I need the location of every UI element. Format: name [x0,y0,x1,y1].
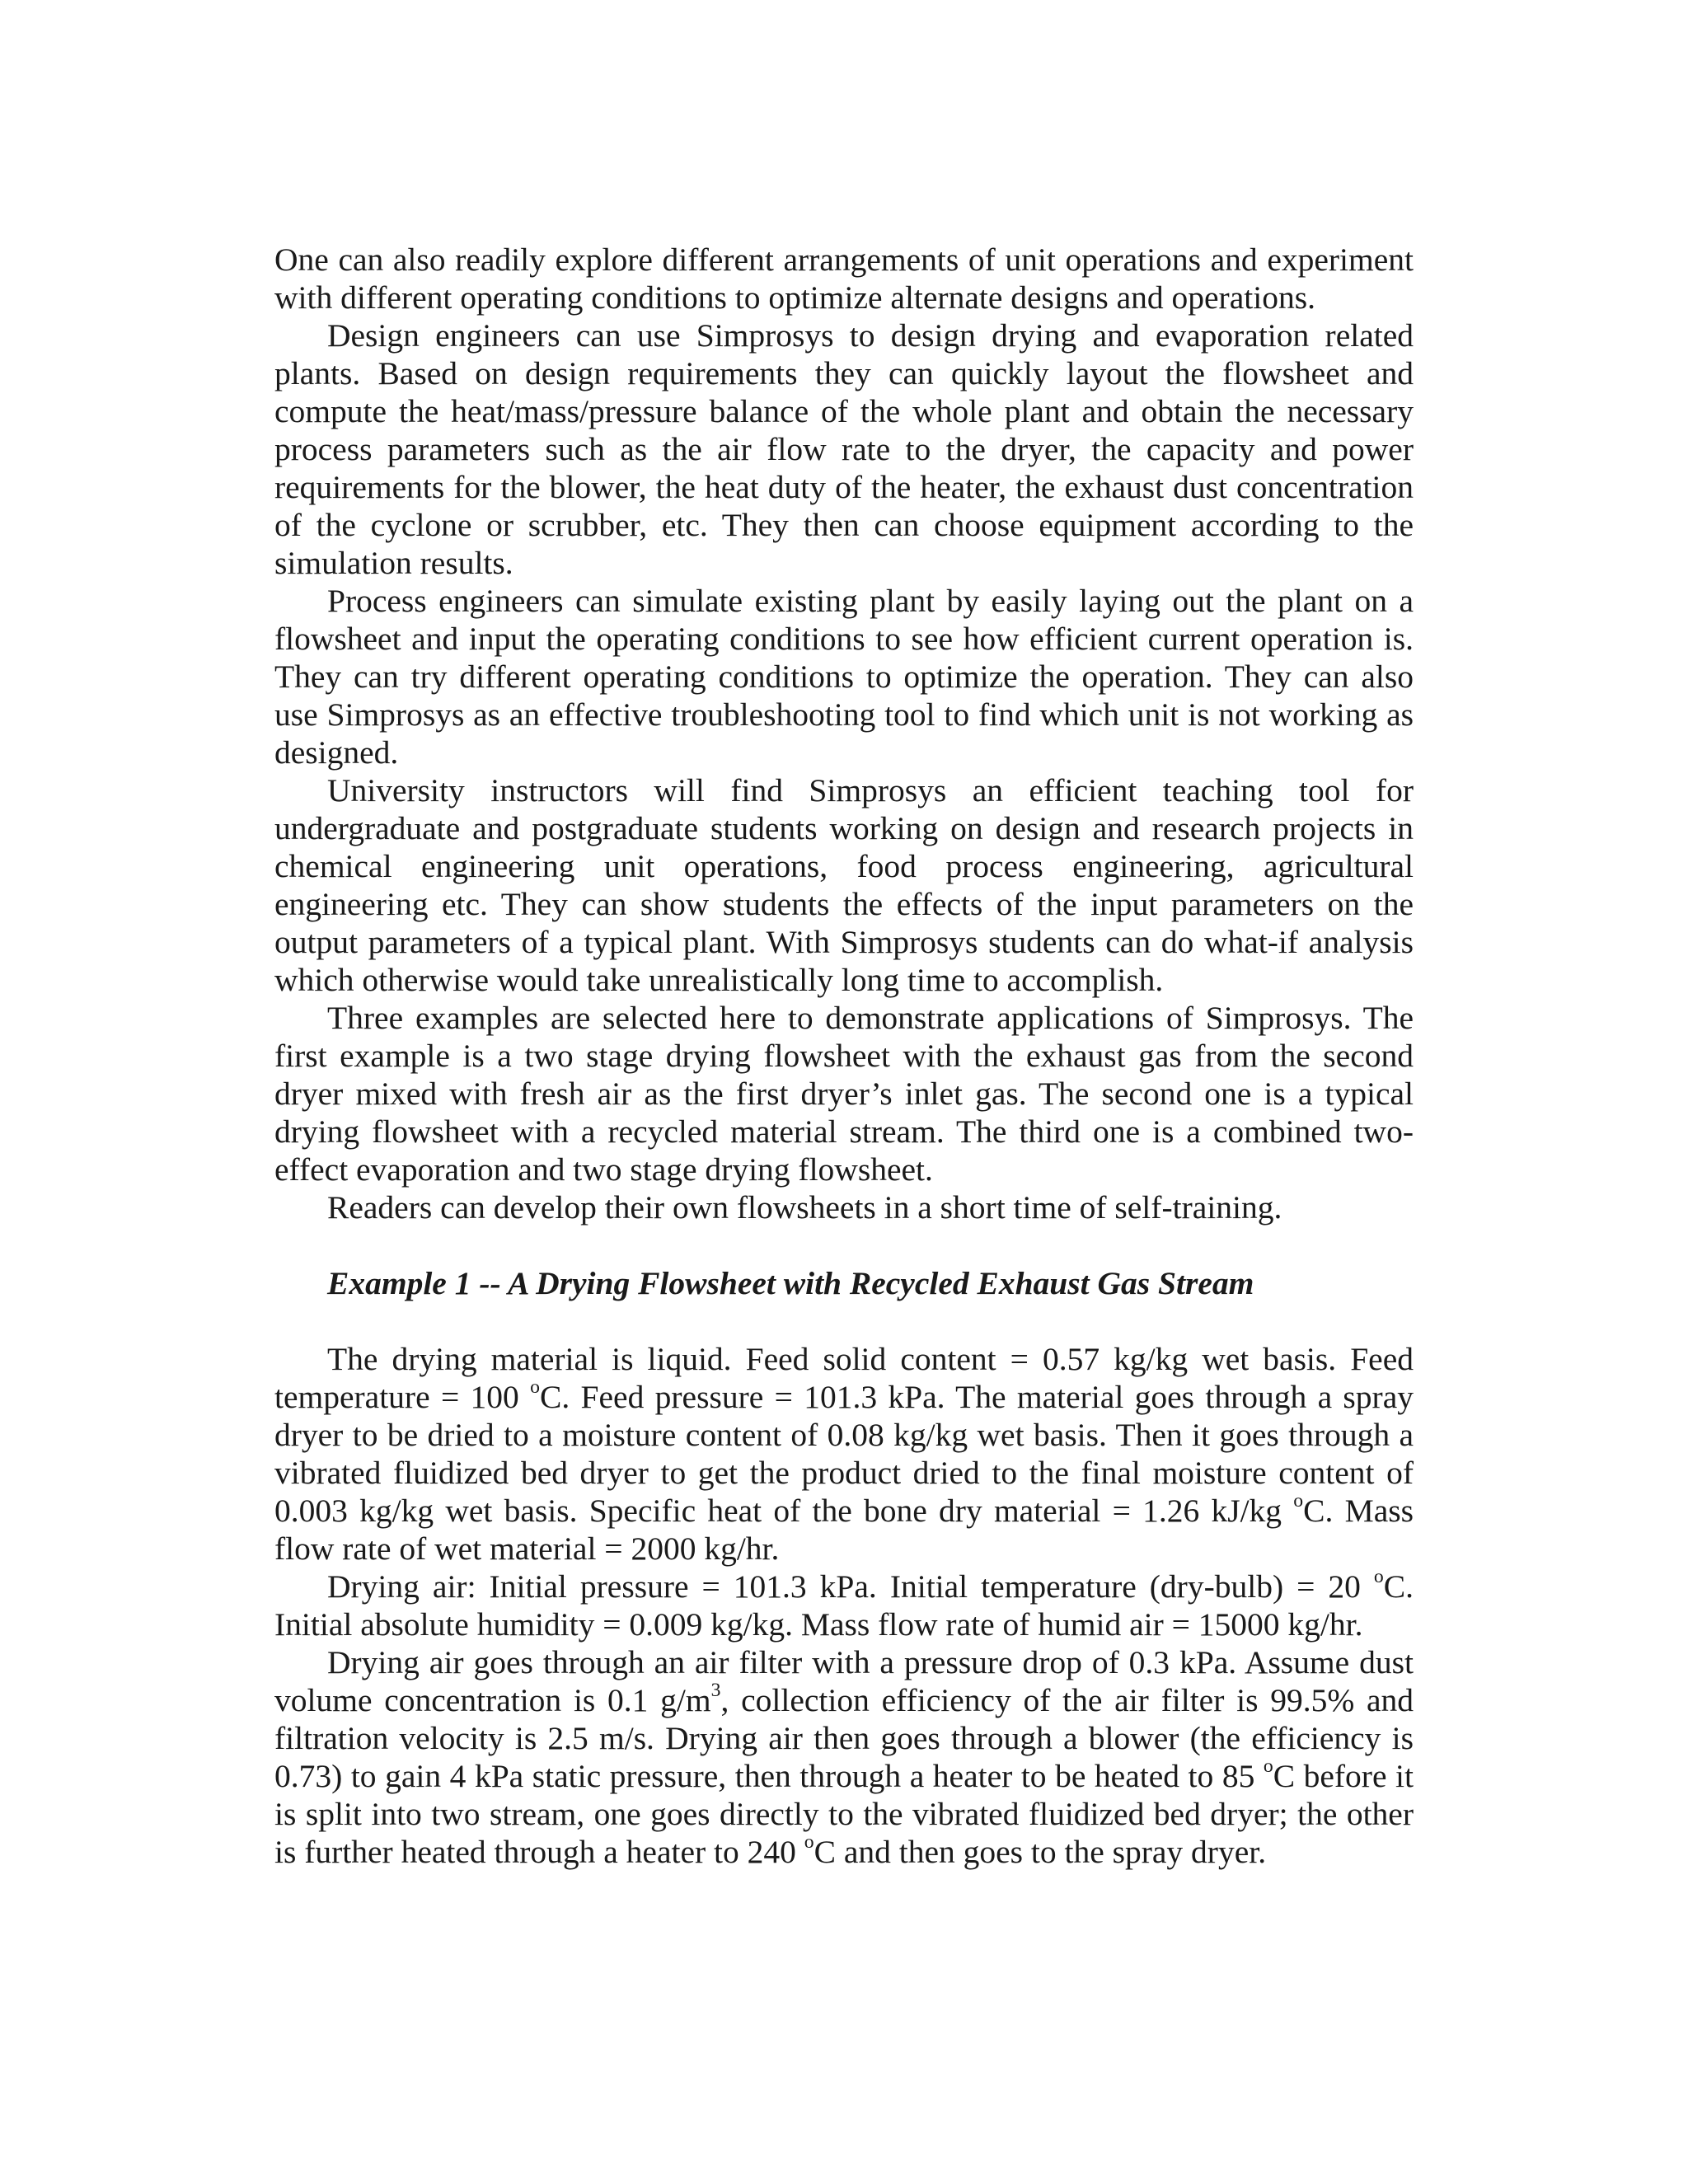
paragraph-readers: Readers can develop their own flowsheets in a short time of self-training. [327,1189,1282,1226]
paragraph-university-instructors: University instructors will find Simprosys an efficient teaching tool for undergraduate and postgraduate students working on design and research projects in chemical engineering unit operations, food process engineering, agricultural engineering etc. They can show students the effects of the input parameters on the output parameters of a typical plant. With Simprosys students can do what-if analysis which otherwise would take unrealistically long time to accomplish. [274,772,1414,998]
paragraph-air-filter [274,1643,1414,1871]
document-page [274,241,1414,1871]
text-run: Drying air: Initial pressure = 101.3 kPa. Initial temperature (dry-bulb) = 20 [327,1568,1374,1605]
example-1-heading: Example 1 -- A Drying Flowsheet with Recycled Exhaust Gas Stream [327,1265,1254,1301]
text-run: C. Mass flow rate of wet material = 2000 kg/hr. [274,1493,1414,1567]
text-run: C before it is split into two stream, one goes directly to the vibrated fluidized bed dryer; the other is further heated through a heater to 240 [274,1758,1414,1870]
text-run: C. Feed pressure = 101.3 kPa. The material goes through a spray dryer to be dried to a moisture content of 0.08 kg/kg wet basis. Then it goes through a vibrated fluidized bed dryer to get the product dried to the final moisture content of 0.003 kg/kg wet basis. Specific heat of the bone dry material = 1.26 kJ/kg [274,1379,1414,1529]
paragraph-three-examples: Three examples are selected here to demonstrate applications of Simprosys. The first example is a two stage drying flowsheet with the exhaust gas from the second dryer mixed with fresh air as the first dryer’s inlet gas. The second one is a typical drying flowsheet with a recycled material stream. The third one is a combined two-effect evaporation and two stage drying flowsheet. [274,1000,1414,1188]
text-run: C. Initial absolute humidity = 0.009 kg/kg. Mass flow rate of humid air = 15000 kg/hr. [274,1568,1414,1643]
degree-superscript: o [804,1831,814,1854]
paragraph-explore: One can also readily explore different arrangements of unit operations and experiment with different operating conditions to optimize alternate designs and operations. [274,241,1414,316]
text-run: The drying material is liquid. Feed solid content = 0.57 kg/kg wet basis. Feed temperature = 100 [274,1341,1414,1415]
text-run: Drying air goes through an air filter with a pressure drop of 0.3 kPa. Assume dust volume concentration is 0.1 g/m [274,1644,1414,1718]
paragraph-process-engineers: Process engineers can simulate existing plant by easily laying out the plant on a flowsheet and input the operating conditions to see how efficient current operation is. They can try different operating conditions to optimize the operation. They can also use Simprosys as an effective troubleshooting tool to find which unit is not working as designed. [274,583,1414,771]
text-run: , collection efficiency of the air filter is 99.5% and filtration velocity is 2.5 m/s. Drying air then goes through a blower (the efficiency is 0.73) to gain 4 kPa static pressure, then through a heater to be heated to 85 [274,1682,1414,1794]
degree-superscript: o [530,1376,540,1399]
text-run: C and then goes to the spray dryer. [814,1834,1267,1870]
degree-superscript: o [1263,1755,1273,1778]
paragraph-design-engineers: Design engineers can use Simprosys to design drying and evaporation related plants. Based on design requirements they can quickly layout the flowsheet and compute the heat/mass/pressure balance of the whole plant and obtain the necessary process parameters such as the air flow rate to the dryer, the capacity and power requirements for the blower, the heat duty of the heater, the exhaust dust concentration of the cyclone or scrubber, etc. They then can choose equipment according to the simulation results. [274,317,1414,581]
cubic-superscript: 3 [710,1680,721,1702]
degree-superscript: o [1293,1490,1304,1512]
paragraph-drying-air [274,1568,1414,1643]
degree-superscript: o [1373,1566,1384,1588]
paragraph-drying-material [274,1340,1414,1568]
